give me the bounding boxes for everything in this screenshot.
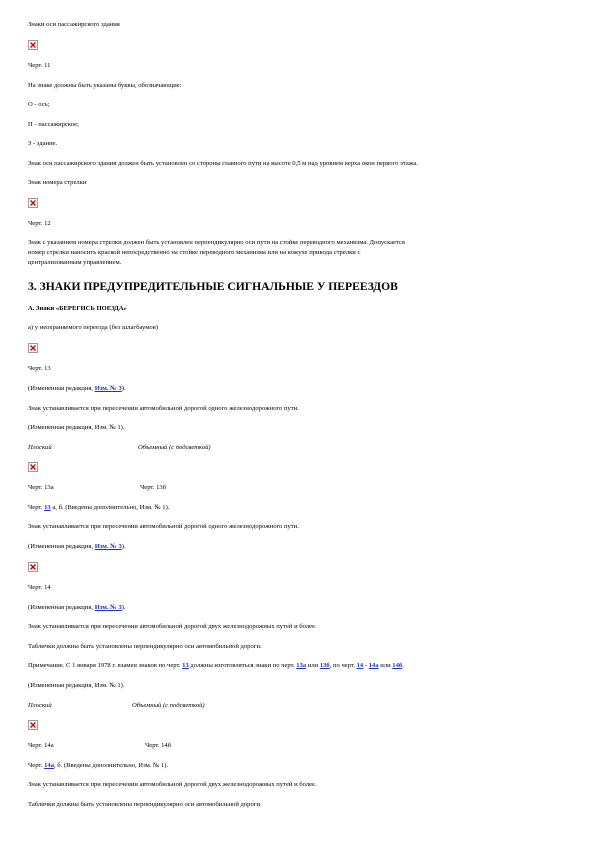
figure-labels <box>28 443 573 453</box>
paragraph: Знак устанавливается при пересечении автомобильной дорогой одного железнодорожного пути. <box>28 523 299 530</box>
note-text: или <box>306 662 320 669</box>
broken-image-icon <box>28 40 38 50</box>
edition-note <box>28 503 573 513</box>
edition-note: (Измененная редакция, Изм. № 1). <box>28 424 125 431</box>
note-text: должны изготовляться знаки по черт. <box>188 662 297 669</box>
broken-image-icon <box>28 720 38 730</box>
paragraph: централизованным управлением. <box>28 259 122 266</box>
figure-link[interactable]: 14а <box>44 762 54 769</box>
edition-note-text: ). <box>121 604 126 611</box>
paragraph: З - здание. <box>28 140 58 147</box>
edition-note <box>28 761 573 771</box>
edition-note-text: ). <box>121 385 126 392</box>
broken-image-icon <box>28 562 38 572</box>
paragraph: Таблички должны быть установлены перпендикулярно оси автомобильной дороги. <box>28 643 262 650</box>
flat-label: Плоский <box>28 702 52 709</box>
flat-label: Плоский <box>28 444 52 451</box>
edition-note-text: (Измененная редакция, <box>28 604 95 611</box>
paragraph: Таблички должны быть установлены перпендикулярно оси автомобильной дороги. <box>28 801 262 808</box>
broken-image-icon <box>28 462 38 472</box>
paragraph: номер стрелки наносить краской непосредственно на стойке переводного механизма или на кожухе привода стрелки с <box>28 249 361 256</box>
note-text: или <box>378 662 393 669</box>
figure-link[interactable]: 13 <box>182 662 189 669</box>
paragraph: Знак оси пассажирского здания должен быть установлен со стороны главного пути на высоте 0,5 м над уровнем верха окон первого этажа. <box>28 160 418 167</box>
edition-note-text: , б. (Введены дополнительно, Изм. № 1). <box>54 762 169 769</box>
broken-image-icon <box>28 198 38 208</box>
figure-caption: Черт. 12 <box>28 220 51 227</box>
figure-caption <box>28 483 573 493</box>
figure-link[interactable]: 14 <box>356 662 364 669</box>
edition-note-text: (Измененная редакция, <box>28 385 95 392</box>
paragraph: О - ось; <box>28 101 50 108</box>
paragraph: П - пассажирское; <box>28 121 79 128</box>
paragraph: А. Знаки «БЕРЕГИСЬ ПОЕЗДА» <box>28 305 127 312</box>
paragraph: Знак устанавливается при пересечении автомобильной дорогой двух железнодорожных путей и более. <box>28 781 317 788</box>
edition-note <box>28 384 573 394</box>
figure-link[interactable]: 13 <box>44 504 51 511</box>
paragraph: Знаки оси пассажирского здания <box>28 21 120 28</box>
volumetric-label: Объемный (с подсветкой) <box>138 444 211 451</box>
paragraph: На знаке должны быть указаны буквы, обозначающие: <box>28 82 182 89</box>
figure-link[interactable]: 14а <box>368 662 379 669</box>
figure-link[interactable]: 13б <box>319 662 330 669</box>
edition-note-text: Черт. <box>28 762 45 769</box>
note-text: Примечание. С 1 января 1978 г. взамен знаков по черт. <box>28 662 183 669</box>
caption-14b: Черт. 14б <box>145 742 172 749</box>
figure-labels <box>28 701 573 711</box>
paragraph: Знак устанавливается при пересечении автомобильной дорогой одного железнодорожного пути. <box>28 405 299 412</box>
note-text: , по черт. <box>329 662 357 669</box>
edition-note-text: (Измененная редакция, <box>28 543 95 550</box>
edition-note-text: а, б. (Введены дополнительно, Изм. № 1). <box>50 504 170 511</box>
caption-13b: Черт. 13б <box>140 484 167 491</box>
volumetric-label: Объемный (с подсветкой) <box>132 702 205 709</box>
figure-caption <box>28 741 573 751</box>
figure-link[interactable]: 14б <box>392 662 403 669</box>
figure-caption: Черт. 11 <box>28 62 51 69</box>
caption-13a: Черт. 13а <box>28 484 54 491</box>
figure-caption: Черт. 13 <box>28 365 51 372</box>
caption-14a: Черт. 14а <box>28 742 54 749</box>
section-heading: 3. ЗНАКИ ПРЕДУПРЕДИТЕЛЬНЫЕ СИГНАЛЬНЫЕ У ПЕРЕЕЗДОВ <box>28 280 398 293</box>
figure-caption: Черт. 14 <box>28 584 51 591</box>
figure-link[interactable]: 13а <box>296 662 307 669</box>
note-text: - <box>363 662 369 669</box>
note-text: . <box>402 662 404 669</box>
edition-note: (Измененная редакция, Изм. № 1). <box>28 682 125 689</box>
edition-note <box>28 542 573 552</box>
amendment-link[interactable]: Изм. № 3 <box>94 385 122 392</box>
edition-note <box>28 603 573 613</box>
paragraph: а) у неохраняемого переезда (без шлагбаумов) <box>28 324 159 331</box>
amendment-link[interactable]: Изм. № 3 <box>94 604 122 611</box>
paragraph: Знак устанавливается при пересечении автомобильной дорогой двух железнодорожных путей и более. <box>28 623 317 630</box>
paragraph: Знак с указанием номера стрелки должен быть установлен перпендикулярно оси пути на стойке переводного механизма. Допускается <box>28 239 405 246</box>
edition-note-text: Черт. <box>28 504 45 511</box>
paragraph: Знак номера стрелки <box>28 179 87 186</box>
broken-image-icon <box>28 343 38 353</box>
edition-note-text: ). <box>121 543 126 550</box>
amendment-link[interactable]: Изм. № 3 <box>94 543 122 550</box>
note <box>28 661 573 671</box>
